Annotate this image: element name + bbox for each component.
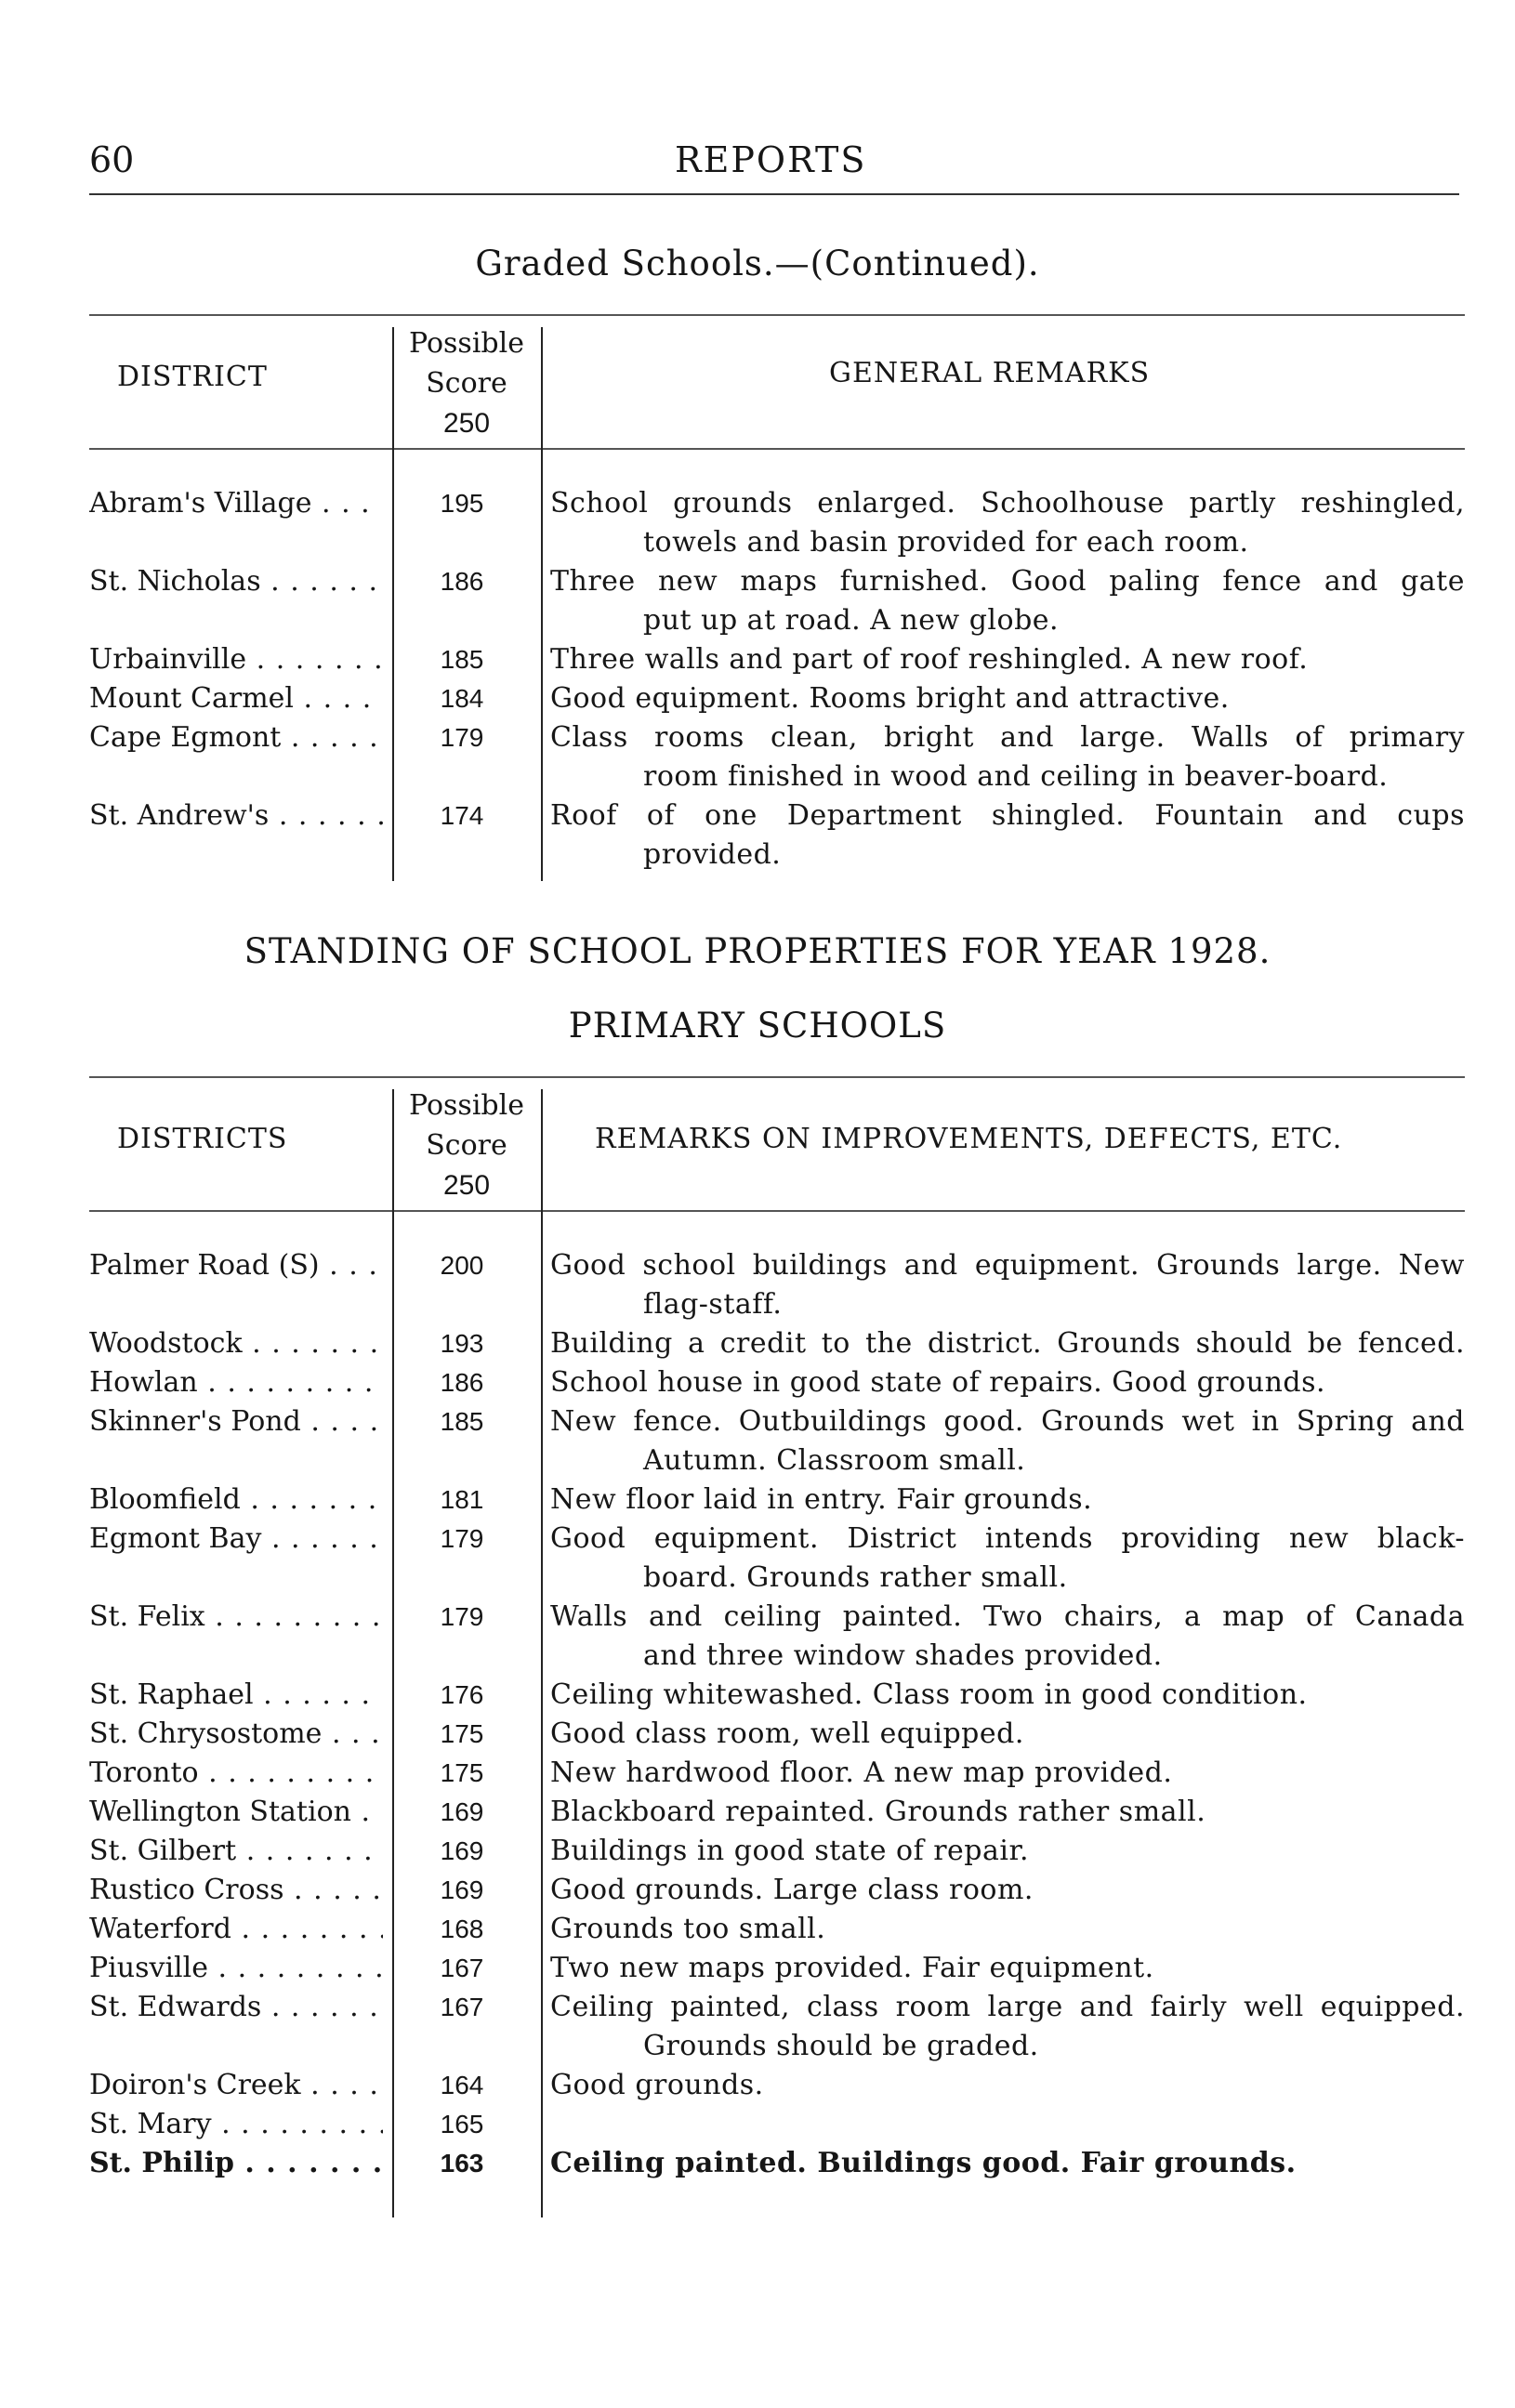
table-row: [89, 1362, 1465, 1402]
table-row: [89, 678, 1465, 718]
primary-schools-title: PRIMARY SCHOOLS: [568, 1006, 947, 1046]
table-row: [89, 1597, 1465, 1637]
score-cell: 165: [440, 2110, 484, 2138]
districts-header: DISTRICTS: [117, 1123, 288, 1155]
header-rule: [89, 193, 1459, 195]
score-cell: 195: [440, 489, 484, 518]
district-name: Abram's Village . . .: [89, 483, 383, 523]
remark-cell: New fence. Outbuildings good. Grounds wet in Spring and: [550, 1405, 1465, 1438]
table-row: [89, 1323, 1465, 1363]
table-row-continuation: [89, 600, 1465, 640]
table-row-continuation: [89, 1441, 1465, 1480]
score-cell: 163: [440, 2149, 484, 2178]
remark-cell: Walls and ceiling painted. Two chairs, a map of Canada: [550, 1600, 1465, 1633]
score-value: 250: [442, 1170, 491, 1201]
district-name: St. Mary . . .: [89, 2104, 383, 2144]
remark-continuation: Grounds should be graded.: [643, 2030, 1039, 2062]
remark-cell: Good grounds.: [550, 2069, 764, 2101]
district-name: Wellington Station . . .: [89, 1792, 383, 1832]
remark-continuation: and three window shades provided.: [643, 1639, 1163, 1672]
district-name: St. Nicholas . . .: [89, 561, 383, 601]
district-name: Egmont Bay . . .: [89, 1519, 383, 1559]
score-cell: 174: [440, 801, 484, 830]
table-row: [89, 1401, 1465, 1441]
district-name: Doiron's Creek . . .: [89, 2065, 383, 2105]
header-bottom-rule: [89, 1210, 1465, 1212]
score-cell: 169: [440, 1836, 484, 1865]
remark-cell: Two new maps provided. Fair equipment.: [550, 1952, 1154, 1984]
district-name: Woodstock . . .: [89, 1323, 383, 1363]
score-cell: 179: [440, 723, 484, 752]
remark-cell: New floor laid in entry. Fair grounds.: [550, 1483, 1093, 1516]
remark-cell: Ceiling painted. Buildings good. Fair grounds.: [550, 2147, 1297, 2179]
table-row: [89, 1675, 1465, 1715]
district-name: Howlan . . .: [89, 1362, 383, 1402]
table-row: [89, 1870, 1465, 1910]
table-row-continuation: [89, 1284, 1465, 1324]
table-row: [89, 717, 1465, 757]
score-value: 250: [442, 408, 491, 439]
score-cell: 186: [440, 567, 484, 596]
remark-continuation: Autumn. Classroom small.: [643, 1444, 1026, 1477]
table-row: [89, 561, 1465, 601]
score-cell: 175: [440, 1758, 484, 1787]
table-row: [89, 1519, 1465, 1559]
table-row: [89, 2143, 1465, 2183]
remark-continuation: board. Grounds rather small.: [643, 1561, 1068, 1594]
district-header: DISTRICT: [117, 361, 268, 393]
table-row: [89, 1948, 1465, 1988]
standing-title: STANDING OF SCHOOL PROPERTIES FOR YEAR 1928.: [244, 931, 1271, 971]
table-row: [89, 1987, 1465, 2027]
score-cell: 181: [440, 1485, 484, 1514]
remarks-header: REMARKS ON IMPROVEMENTS, DEFECTS, ETC.: [595, 1123, 1343, 1155]
district-name: Rustico Cross . . .: [89, 1870, 383, 1910]
table-row: [89, 1753, 1465, 1793]
remark-cell: Three new maps furnished. Good paling fence and gate: [550, 565, 1465, 598]
score-cell: 169: [440, 1797, 484, 1826]
remark-cell: Good class room, well equipped.: [550, 1717, 1024, 1750]
table-row-continuation: [89, 1558, 1465, 1598]
score-cell: 200: [440, 1251, 484, 1280]
district-name: Waterford . . .: [89, 1909, 383, 1949]
table-row: [89, 1480, 1465, 1520]
general-remarks-header: GENERAL REMARKS: [829, 357, 1151, 389]
remark-cell: Buildings in good state of repair.: [550, 1835, 1030, 1867]
table-row: [89, 483, 1465, 523]
district-name: St. Chrysostome . . .: [89, 1714, 383, 1754]
remark-cell: Roof of one Department shingled. Fountain and cups: [550, 799, 1465, 832]
page-number: 60: [89, 139, 135, 180]
remark-cell: New hardwood floor. A new map provided.: [550, 1757, 1173, 1789]
district-name: St. Raphael . . .: [89, 1675, 383, 1715]
running-title: REPORTS: [675, 139, 867, 180]
possible-label: Possible: [409, 327, 524, 360]
district-name: St. Andrew's . . .: [89, 796, 383, 836]
district-name: Piusville . . .: [89, 1948, 383, 1988]
district-name: Bloomfield . . .: [89, 1480, 383, 1520]
possible-score-header: [392, 1086, 541, 1205]
table-row: [89, 1909, 1465, 1949]
table-row: [89, 1831, 1465, 1871]
table-row-continuation: [89, 2026, 1465, 2066]
score-label: Score: [426, 367, 507, 400]
remark-continuation: room finished in wood and ceiling in beaver-board.: [643, 760, 1389, 793]
score-cell: 179: [440, 1602, 484, 1631]
table-row: [89, 796, 1465, 836]
remark-cell: Good grounds. Large class room.: [550, 1874, 1034, 1906]
score-cell: 175: [440, 1719, 484, 1748]
graded-schools-title: Graded Schools.—(Continued).: [475, 243, 1040, 283]
table-row: [89, 1792, 1465, 1832]
remark-cell: Three walls and part of roof reshingled. A new roof.: [550, 643, 1309, 676]
remark-continuation: put up at road. A new globe.: [643, 604, 1060, 637]
table-row: [89, 2065, 1465, 2105]
district-name: Skinner's Pond . . .: [89, 1401, 383, 1441]
remark-cell: Grounds too small.: [550, 1913, 826, 1945]
district-name: St. Gilbert . . .: [89, 1831, 383, 1871]
score-label: Score: [426, 1129, 507, 1162]
table-row-continuation: [89, 835, 1465, 875]
score-cell: 184: [440, 684, 484, 713]
table-top-rule: [89, 1076, 1465, 1078]
remark-cell: Good school buildings and equipment. Grounds large. New: [550, 1249, 1465, 1282]
district-name: St. Felix . . .: [89, 1597, 383, 1637]
table-row-continuation: [89, 522, 1465, 562]
district-name: Mount Carmel . . .: [89, 678, 383, 718]
district-name: St. Edwards . . .: [89, 1987, 383, 2027]
district-name: St. Philip . . .: [89, 2143, 383, 2183]
possible-label: Possible: [409, 1089, 524, 1122]
score-cell: 193: [440, 1329, 484, 1358]
score-cell: 169: [440, 1875, 484, 1904]
remark-cell: School house in good state of repairs. Good grounds.: [550, 1366, 1326, 1399]
remark-cell: Blackboard repainted. Grounds rather small.: [550, 1796, 1206, 1828]
score-cell: 164: [440, 2071, 484, 2099]
header-bottom-rule: [89, 448, 1465, 450]
remark-cell: Ceiling whitewashed. Class room in good condition.: [550, 1678, 1308, 1711]
primary-schools-table: [89, 1076, 1465, 2229]
table-row: [89, 1714, 1465, 1754]
score-cell: 185: [440, 1407, 484, 1436]
remark-cell: School grounds enlarged. Schoolhouse partly reshingled,: [550, 487, 1465, 520]
table-row: [89, 1245, 1465, 1285]
score-cell: 167: [440, 1993, 484, 2021]
score-cell: 185: [440, 645, 484, 674]
district-name: Urbainville . . .: [89, 639, 383, 679]
remark-cell: Building a credit to the district. Grounds should be fenced.: [550, 1327, 1465, 1360]
remark-cell: Good equipment. Rooms bright and attractive.: [550, 682, 1230, 715]
district-name: Cape Egmont . . .: [89, 717, 383, 757]
running-head: [89, 139, 1459, 191]
score-cell: 186: [440, 1368, 484, 1397]
remark-continuation: towels and basin provided for each room.: [643, 526, 1249, 559]
table-top-rule: [89, 314, 1465, 316]
district-name: Palmer Road (S) . . .: [89, 1245, 383, 1285]
score-cell: 179: [440, 1524, 484, 1553]
table-row: [89, 639, 1465, 679]
table-row-continuation: [89, 1636, 1465, 1676]
table-row-continuation: [89, 757, 1465, 796]
table-row: [89, 2104, 1465, 2144]
score-cell: 176: [440, 1680, 484, 1709]
remark-continuation: flag-staff.: [643, 1288, 783, 1321]
score-cell: 168: [440, 1915, 484, 1943]
remark-cell: Class rooms clean, bright and large. Walls of primary: [550, 721, 1465, 754]
remark-continuation: provided.: [643, 838, 782, 871]
score-cell: 167: [440, 1954, 484, 1982]
remark-cell: Ceiling painted, class room large and fairly well equipped.: [550, 1991, 1465, 2023]
graded-schools-table: [89, 314, 1465, 900]
remark-cell: Good equipment. District intends providing new black-: [550, 1522, 1465, 1555]
district-name: Toronto . . .: [89, 1753, 383, 1793]
possible-score-header: [392, 323, 541, 443]
